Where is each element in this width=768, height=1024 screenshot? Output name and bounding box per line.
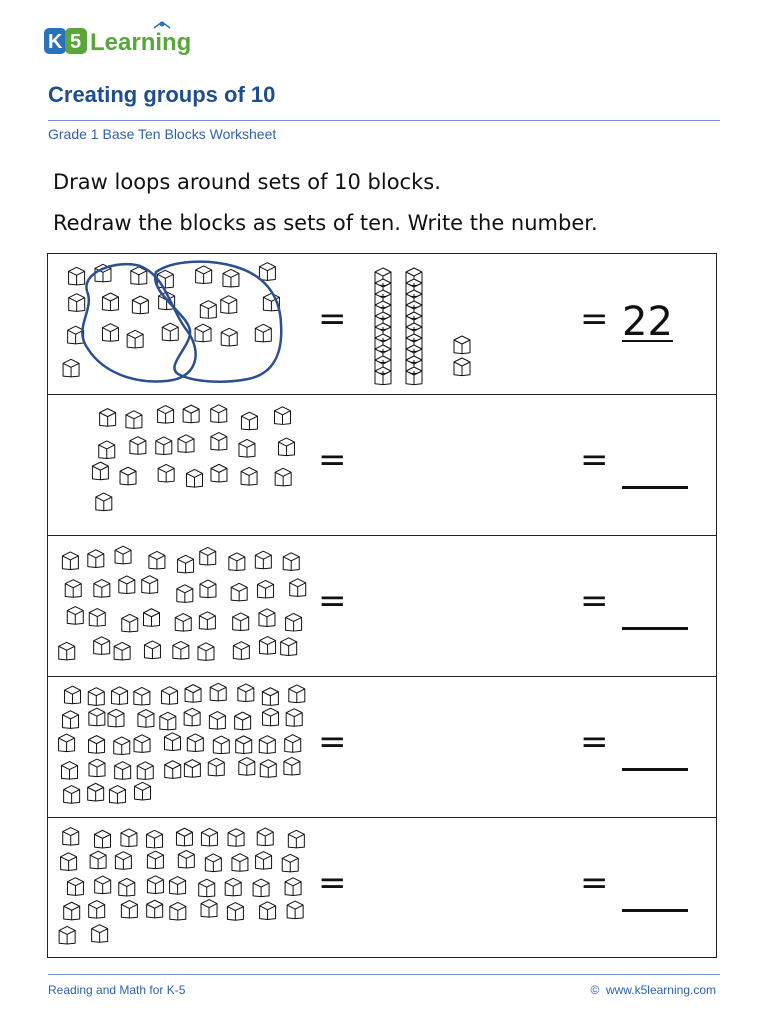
unit-block bbox=[375, 367, 391, 385]
unit-block bbox=[108, 709, 124, 727]
unit-block bbox=[62, 552, 78, 570]
unit-block bbox=[257, 828, 273, 846]
answer-value: 22 bbox=[622, 299, 673, 345]
unit-block bbox=[228, 829, 244, 847]
unit-block bbox=[281, 638, 297, 656]
unit-block bbox=[130, 437, 146, 455]
unit-block bbox=[259, 609, 275, 627]
unit-block bbox=[211, 464, 227, 482]
unit-block bbox=[114, 737, 130, 755]
unit-block bbox=[89, 609, 105, 627]
unit-block bbox=[227, 903, 243, 921]
unit-block bbox=[286, 613, 302, 631]
footer-tagline: Reading and Math for K-5 bbox=[48, 983, 186, 997]
unit-block bbox=[134, 687, 150, 705]
unit-block bbox=[134, 782, 150, 800]
unit-block bbox=[162, 687, 178, 705]
unit-block bbox=[263, 708, 279, 726]
unit-block bbox=[200, 580, 216, 598]
unit-block bbox=[89, 759, 105, 777]
unit-block bbox=[233, 642, 249, 660]
unit-block bbox=[255, 551, 271, 569]
unit-block bbox=[176, 828, 192, 846]
block-cluster-2 bbox=[48, 395, 308, 536]
unit-block bbox=[63, 828, 79, 846]
unit-block bbox=[64, 902, 80, 920]
unit-block bbox=[119, 576, 135, 594]
unit-block bbox=[64, 686, 80, 704]
unit-block bbox=[258, 580, 274, 598]
unit-block bbox=[142, 576, 158, 594]
unit-block bbox=[165, 761, 181, 779]
unit-block bbox=[158, 464, 174, 482]
unit-block bbox=[200, 547, 216, 565]
unit-block bbox=[119, 878, 135, 896]
unit-block bbox=[92, 925, 108, 943]
unit-block bbox=[178, 555, 194, 573]
unit-block bbox=[160, 712, 176, 730]
unit-block bbox=[211, 405, 227, 423]
unit-block bbox=[229, 553, 245, 571]
equals-sign: = bbox=[318, 581, 347, 621]
unit-block bbox=[121, 900, 137, 918]
footer-divider bbox=[48, 974, 720, 975]
unit-block bbox=[199, 612, 215, 630]
unit-block bbox=[67, 878, 83, 896]
equals-sign: = bbox=[318, 299, 347, 339]
unit-block bbox=[177, 585, 193, 603]
unit-block bbox=[121, 829, 137, 847]
unit-block bbox=[239, 439, 255, 457]
unit-block bbox=[96, 493, 112, 511]
unit-block bbox=[112, 687, 128, 705]
equals-sign: = bbox=[580, 722, 609, 762]
unit-block bbox=[114, 642, 130, 660]
unit-block bbox=[88, 688, 104, 706]
unit-block bbox=[286, 709, 302, 727]
unit-block bbox=[288, 830, 304, 848]
unit-block bbox=[64, 786, 80, 804]
unit-block bbox=[94, 580, 110, 598]
unit-block bbox=[241, 467, 257, 485]
unit-block bbox=[170, 902, 186, 920]
unit-block bbox=[285, 878, 301, 896]
unit-block bbox=[99, 441, 115, 459]
instruction-2: Redraw the blocks as sets of ten. Write the number. bbox=[53, 211, 598, 235]
unit-block bbox=[454, 336, 470, 354]
unit-block bbox=[89, 708, 105, 726]
unit-block bbox=[94, 637, 110, 655]
unit-block bbox=[89, 736, 105, 754]
unit-block bbox=[289, 685, 305, 703]
block-cluster-4 bbox=[48, 677, 316, 818]
unit-block bbox=[211, 433, 227, 451]
unit-block bbox=[201, 900, 217, 918]
unit-block bbox=[282, 854, 298, 872]
equals-sign: = bbox=[318, 722, 347, 762]
unit-block bbox=[233, 613, 249, 631]
unit-block bbox=[185, 685, 201, 703]
unit-block bbox=[278, 438, 294, 456]
exercise-row-3 bbox=[48, 536, 716, 677]
unit-block bbox=[199, 879, 215, 897]
unit-block bbox=[178, 850, 194, 868]
unit-block bbox=[89, 901, 105, 919]
instruction-1: Draw loops around sets of 10 blocks. bbox=[53, 170, 441, 194]
equals-sign: = bbox=[318, 863, 347, 903]
exercise-table bbox=[47, 253, 717, 958]
svg-text:5: 5 bbox=[70, 31, 82, 53]
header-divider bbox=[48, 120, 720, 121]
equals-sign: = bbox=[318, 440, 347, 480]
unit-block bbox=[134, 735, 150, 753]
unit-block bbox=[115, 852, 131, 870]
unit-block bbox=[186, 469, 202, 487]
website-link[interactable]: www.k5learning.com bbox=[605, 983, 716, 997]
unit-block bbox=[238, 684, 254, 702]
unit-block bbox=[260, 902, 276, 920]
unit-block bbox=[236, 736, 252, 754]
unit-block bbox=[406, 367, 422, 385]
unit-block bbox=[283, 553, 299, 571]
unit-block bbox=[88, 550, 104, 568]
unit-block bbox=[290, 579, 306, 597]
unit-block bbox=[63, 711, 79, 729]
answer-blank[interactable] bbox=[622, 486, 688, 489]
exercise-row-2 bbox=[48, 395, 716, 536]
svg-text:K: K bbox=[48, 31, 63, 53]
unit-block bbox=[137, 762, 153, 780]
unit-block bbox=[239, 758, 255, 776]
unit-block bbox=[205, 854, 221, 872]
answer-blank[interactable] bbox=[622, 768, 688, 771]
page-title: Creating groups of 10 bbox=[48, 82, 276, 107]
unit-block bbox=[232, 854, 248, 872]
exercise-row-5 bbox=[48, 818, 716, 959]
unit-block bbox=[260, 760, 276, 778]
unit-block bbox=[184, 708, 200, 726]
footer-website bbox=[590, 983, 716, 997]
unit-block bbox=[231, 583, 247, 601]
unit-block bbox=[235, 712, 251, 730]
tens-and-ones-drawing bbox=[48, 254, 528, 395]
unit-block bbox=[67, 607, 83, 625]
unit-block bbox=[187, 734, 203, 752]
unit-block bbox=[256, 852, 272, 870]
unit-block bbox=[144, 641, 160, 659]
unit-block bbox=[184, 760, 200, 778]
unit-block bbox=[225, 878, 241, 896]
unit-block bbox=[90, 851, 106, 869]
unit-block bbox=[59, 642, 75, 660]
unit-block bbox=[259, 736, 275, 754]
unit-block bbox=[122, 614, 138, 632]
unit-block bbox=[275, 407, 291, 425]
unit-block bbox=[253, 879, 269, 897]
unit-block bbox=[285, 735, 301, 753]
unit-block bbox=[149, 551, 165, 569]
unit-block bbox=[120, 467, 136, 485]
unit-block bbox=[147, 851, 163, 869]
unit-block bbox=[201, 828, 217, 846]
unit-block bbox=[208, 758, 224, 776]
unit-block bbox=[209, 712, 225, 730]
exercise-row-4 bbox=[48, 677, 716, 818]
unit-block bbox=[156, 437, 172, 455]
unit-block bbox=[287, 901, 303, 919]
block-cluster-3 bbox=[48, 536, 316, 677]
unit-block bbox=[94, 830, 110, 848]
unit-block bbox=[115, 762, 131, 780]
unit-block bbox=[144, 609, 160, 627]
unit-block bbox=[198, 643, 214, 661]
equals-sign: = bbox=[580, 299, 609, 339]
equals-sign: = bbox=[580, 863, 609, 903]
answer-blank[interactable] bbox=[622, 909, 688, 912]
unit-block bbox=[61, 853, 77, 871]
block-cluster-5 bbox=[48, 818, 316, 959]
k5-learning-logo bbox=[44, 18, 214, 62]
unit-block bbox=[65, 580, 81, 598]
unit-block bbox=[275, 468, 291, 486]
unit-block bbox=[284, 757, 300, 775]
unit-block bbox=[262, 688, 278, 706]
unit-block bbox=[260, 637, 276, 655]
unit-block bbox=[164, 733, 180, 751]
unit-block bbox=[88, 783, 104, 801]
unit-block bbox=[147, 830, 163, 848]
exercise-row-1 bbox=[48, 254, 716, 395]
unit-block bbox=[59, 734, 75, 752]
equals-sign: = bbox=[580, 581, 609, 621]
unit-block bbox=[178, 435, 194, 453]
unit-block bbox=[158, 406, 174, 424]
unit-block bbox=[59, 926, 75, 944]
unit-block bbox=[213, 736, 229, 754]
unit-block bbox=[115, 546, 131, 564]
unit-block bbox=[92, 462, 108, 480]
unit-block bbox=[183, 405, 199, 423]
equals-sign: = bbox=[580, 440, 609, 480]
unit-block bbox=[109, 786, 125, 804]
unit-block bbox=[126, 411, 142, 429]
unit-block bbox=[170, 877, 186, 895]
page-subtitle: Grade 1 Base Ten Blocks Worksheet bbox=[48, 126, 277, 142]
svg-text:Learning: Learning bbox=[90, 29, 192, 56]
answer-blank[interactable] bbox=[622, 627, 688, 630]
unit-block bbox=[175, 614, 191, 632]
unit-block bbox=[147, 876, 163, 894]
unit-block bbox=[241, 412, 257, 430]
unit-block bbox=[210, 683, 226, 701]
unit-block bbox=[138, 710, 154, 728]
unit-block bbox=[95, 876, 111, 894]
unit-block bbox=[100, 409, 116, 427]
unit-block bbox=[454, 358, 470, 376]
unit-block bbox=[62, 762, 78, 780]
unit-block bbox=[173, 641, 189, 659]
unit-block bbox=[147, 900, 163, 918]
copyright-symbol: © bbox=[590, 983, 600, 997]
